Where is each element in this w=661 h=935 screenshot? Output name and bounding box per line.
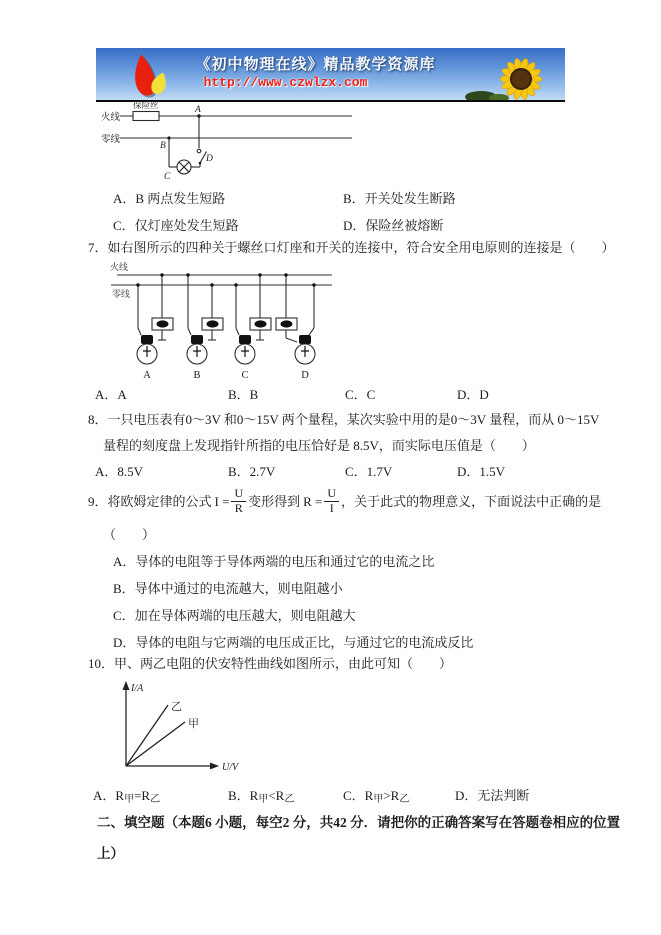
q10-option-b: B．$R_甲<R_乙$: [228, 788, 295, 805]
x-axis-label: U/V: [222, 762, 239, 773]
q10-option-c: C．$R_甲>R_乙$: [343, 788, 410, 805]
q10-option-d: D．无法判断: [455, 788, 530, 803]
line-jia-label: 甲: [188, 718, 199, 730]
section2-heading-line1: 二、填空题（本题6 小题，每空2 分，共42 分．请把你的正确答案写在答题卷相应的位置: [97, 815, 621, 830]
hookup-d-label: D: [301, 370, 309, 381]
iv-graph-q10: [110, 678, 255, 778]
banner-url: http://www.czwlzx.com: [203, 75, 368, 90]
point-b-label: B: [160, 141, 166, 151]
q9-option-a: A．导体的电阻等于导体两端的电压和通过它的电流之比: [113, 554, 435, 569]
fuse-label: 保险丝: [133, 100, 159, 110]
sunflower-icon: [453, 52, 563, 100]
q9-option-d: D．导体的电阻与它两端的电压成正比，与通过它的电流成反比: [113, 635, 474, 650]
line-yi-label: 乙: [171, 701, 182, 713]
q7-option-d: D．D: [457, 387, 489, 402]
live-wire-label: 火线: [101, 113, 121, 123]
neutral-wire-label: 零线: [112, 289, 131, 299]
hookup-c-label: C: [241, 370, 249, 381]
q8-option-c: C．1.7V: [345, 464, 393, 479]
section2-heading-line2: 上）: [97, 846, 124, 861]
circuit-figure-q6: [100, 98, 362, 184]
site-banner: [96, 48, 565, 102]
q9-stem-post: ，关于此式的物理意义，下面说法中正确的是: [341, 493, 602, 509]
q10-stem: 10．甲、两乙电阻的伏安特性曲线如图所示，由此可知（ ）: [88, 656, 453, 671]
q6-option-c: C．仅灯座处发生短路: [113, 218, 239, 233]
q8-option-b: B．2.7V: [228, 464, 276, 479]
q9-fraction-u-over-r: $\frac{U}{R}$: [231, 487, 246, 514]
circuit-figure-q7: [90, 258, 352, 384]
q9-eq-r: R =: [303, 493, 323, 509]
q8-option-a: A．8.5V: [95, 464, 144, 479]
q6-option-a: A．B 两点发生短路: [113, 191, 226, 206]
q7-stem: 7．如右图所示的四种关于螺丝口灯座和开关的连接中，符合安全用电原则的连接是（ ）: [88, 240, 615, 255]
live-wire-label: 火线: [110, 262, 129, 272]
banner-title: 《初中物理在线》精品教学资源库: [195, 57, 436, 73]
q9-stem-mid: 变形得到: [248, 493, 301, 509]
q8-option-d: D．1.5V: [457, 464, 506, 479]
point-c-label: C: [164, 172, 171, 182]
q10-option-a: A．$R_甲=R_乙$: [93, 788, 161, 805]
q6-option-b: B．开关处发生断路: [343, 191, 456, 206]
point-a-label: A: [195, 105, 201, 115]
q6-option-d: D．保险丝被熔断: [343, 218, 444, 233]
q9-stem-line2: （ ）: [103, 527, 156, 542]
q9-stem: [88, 487, 601, 515]
neutral-wire-label: 零线: [101, 135, 121, 145]
q9-eq-i: I =: [214, 493, 230, 509]
q7-option-a: A．A: [95, 387, 127, 402]
hookup-a-label: A: [143, 370, 151, 381]
q9-option-c: C．加在导体两端的电压越大，则电阻越大: [113, 608, 356, 623]
q8-stem-line1: 8．一只电压表有0～3V 和0～15V 两个量程，某次实验中用的是0～3V 量程，而从 0～15V: [88, 412, 600, 427]
q7-option-b: B．B: [228, 387, 259, 402]
q9-stem-pre: 9．将欧姆定律的公式: [88, 493, 212, 509]
hookup-b-label: B: [193, 370, 201, 381]
y-axis-label: I/A: [131, 683, 144, 694]
q9-fraction-u-over-i: $\frac{U}{I}$: [324, 487, 339, 514]
q7-option-c: C．C: [345, 387, 376, 402]
point-d-label: D: [206, 154, 213, 164]
q9-option-b: B．导体中通过的电流越大，则电阻越小: [113, 581, 343, 596]
q8-stem-line2: 量程的刻度盘上发现指针所指的电压恰好是 8.5V，而实际电压值是（ ）: [103, 438, 535, 453]
